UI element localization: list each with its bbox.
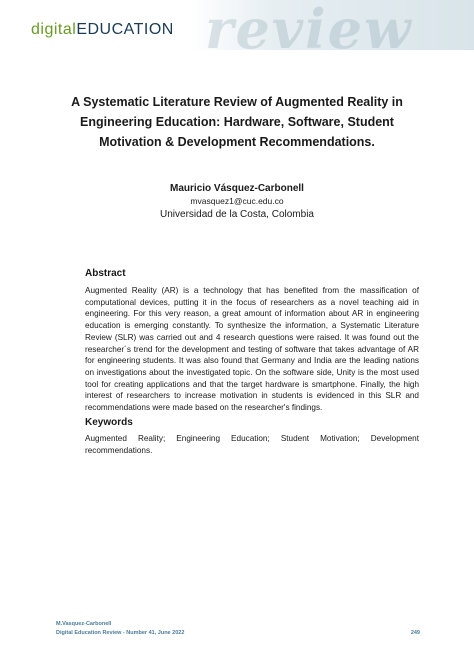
paper-title: A Systematic Literature Review of Augmented Reality in Engineering Education: Hardware, Software, Student Motivation & Development Recommendations. bbox=[71, 95, 403, 149]
footer-journal: Digital Education Review - Number 41, June 2022 bbox=[56, 630, 185, 636]
keywords-text: Augmented Reality; Engineering Education; Student Motivation; Development recommendations. bbox=[85, 434, 419, 455]
author-block bbox=[0, 182, 474, 221]
logo-part-digital: digital bbox=[31, 21, 77, 38]
abstract-text: Augmented Reality (AR) is a technology that has benefited from the massification of computational devices, putting it in the focus of researchers as a novel teaching aid in engineering. For this very reason, a great amount of information about AR in engineering education is emerging constantly. To synthesize the information, a Systematic Literature Review (SLR) was carried out and 4 research questions were raised. It was found out the researcher´s trend for the development and testing of software that takes advantage of AR for engineering students. It was also found that Germany and India are the leading nations on investigations about the investigated topic. On the software side, Unity is the most used tool for creating applications and that the target hardware is smartphone. Finally, the high interest of researchers to increase motivation in students is evidenced in this SLR and recommendations were made based on the researcher's findings. bbox=[85, 286, 419, 413]
keywords-heading: Keywords bbox=[85, 417, 133, 428]
abstract-heading: Abstract bbox=[85, 268, 126, 279]
journal-header bbox=[0, 0, 474, 50]
author-name: Mauricio Vásquez-Carbonell bbox=[170, 183, 304, 194]
author-affiliation: Universidad de la Costa, Colombia bbox=[160, 209, 314, 220]
logo-part-education: EDUCATION bbox=[76, 21, 174, 38]
banner-watermark-word: review bbox=[205, 0, 413, 50]
footer-page-number: 249 bbox=[410, 630, 420, 636]
author-email: mvasquez1@cuc.edu.co bbox=[190, 196, 284, 206]
footer-author: M.Vasquez-Carbonell bbox=[56, 621, 112, 627]
journal-logo bbox=[31, 22, 174, 38]
page-footer bbox=[56, 620, 420, 638]
